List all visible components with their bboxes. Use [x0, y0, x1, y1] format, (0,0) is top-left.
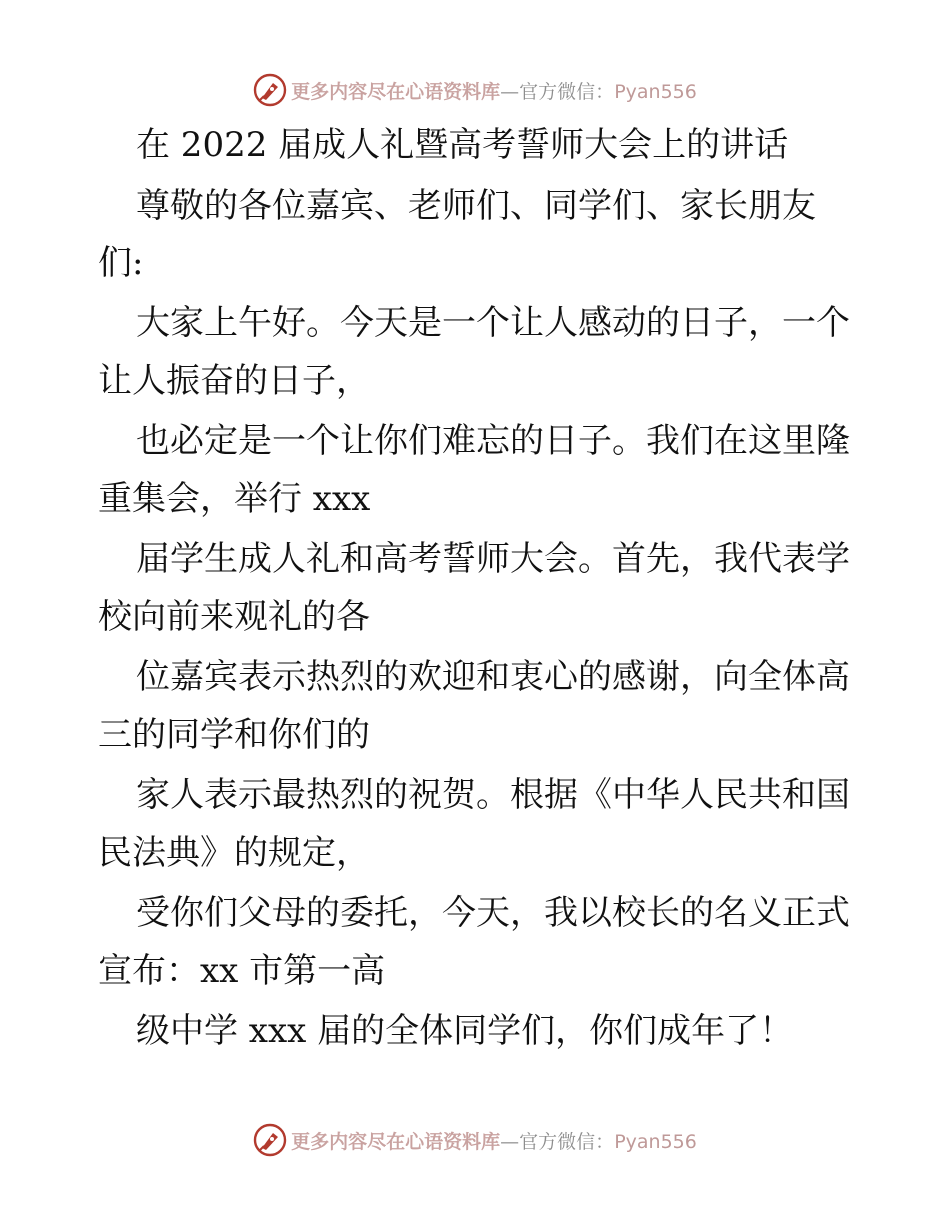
paragraph-line: 级中学 xxx 届的全体同学们，你们成年了！: [136, 1011, 794, 1051]
banner-separator: —: [500, 80, 520, 103]
paragraph-line: 家人表示最热烈的祝贺。根据《中华人民共和国: [136, 775, 850, 815]
banner-wechat-label: 官方微信：: [519, 80, 615, 103]
paragraph-line: 大家上午好。今天是一个让人感动的日子，一个: [136, 303, 850, 343]
pen-nib-circle-icon: [253, 73, 287, 107]
banner-prefix: 更多内容尽在心语资料库: [291, 1130, 501, 1153]
paragraph-line: 尊敬的各位嘉宾、老师们、同学们、家长朋友: [136, 186, 816, 226]
banner-text: [291, 77, 697, 104]
pen-nib-circle-icon: [253, 1123, 287, 1157]
banner-wechat-label: 官方微信：: [519, 1130, 615, 1153]
banner-text: [291, 1127, 697, 1154]
paragraph-line: 重集会，举行 xxx: [98, 479, 371, 519]
banner-wechat-account: Pyan556: [614, 1130, 697, 1153]
paragraph-line: 三的同学和你们的: [98, 715, 370, 755]
paragraph-line: 让人振奋的日子，: [98, 361, 370, 401]
footer-banner: [0, 1118, 950, 1162]
paragraph-line: 民法典》的规定，: [98, 833, 370, 873]
document-title: 在 2022 届成人礼暨高考誓师大会上的讲话: [136, 125, 789, 165]
paragraph-line: 宣布：xx 市第一高: [98, 951, 386, 991]
paragraph-line: 也必定是一个让你们难忘的日子。我们在这里隆: [136, 421, 850, 461]
paragraph-line: 校向前来观礼的各: [98, 597, 370, 637]
paragraph-line: 受你们父母的委托，今天，我以校长的名义正式: [136, 893, 850, 933]
paragraph-line: 们:: [98, 243, 144, 283]
paragraph-line: 届学生成人礼和高考誓师大会。首先，我代表学: [136, 539, 850, 579]
banner-prefix: 更多内容尽在心语资料库: [291, 80, 501, 103]
paragraph-line: 位嘉宾表示热烈的欢迎和衷心的感谢，向全体高: [136, 657, 850, 697]
header-banner: [0, 68, 950, 112]
banner-wechat-account: Pyan556: [614, 80, 697, 103]
banner-separator: —: [500, 1130, 520, 1153]
